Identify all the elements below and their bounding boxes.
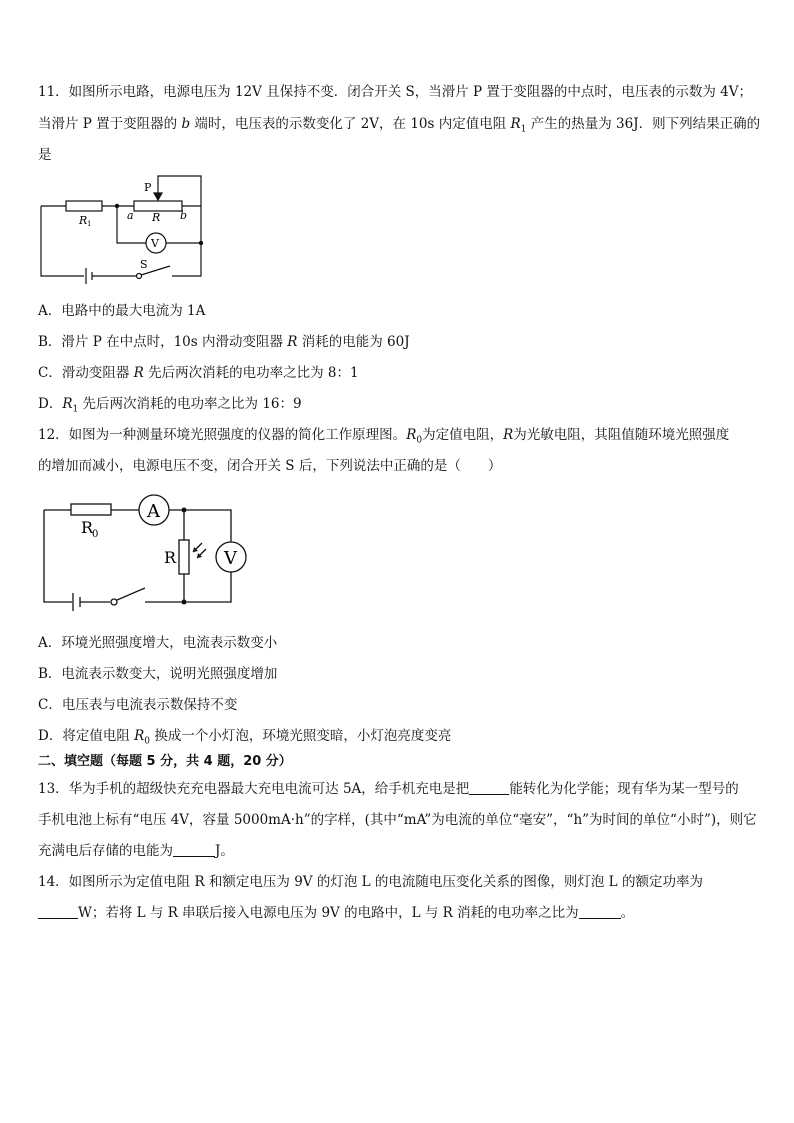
q14-line2: [38, 903, 634, 923]
q12-r-label: R: [164, 548, 177, 567]
q12-photoresistor: [179, 540, 189, 574]
q12-voltmeter-label: V: [224, 548, 237, 569]
q11-switch-pivot: [137, 274, 142, 279]
q12-wire-ldr-bottom: [145, 574, 184, 602]
q12-option-d-c: 0: [144, 736, 151, 747]
q11-rheostat: [134, 201, 182, 211]
q11-node-a: [115, 204, 119, 208]
q12-wire-ammeter-right: [169, 510, 231, 542]
q12-option-c: C．电压表与电流表示数保持不变: [38, 697, 238, 713]
q11-option-b-a: B．滑片 P 在中点时，10s 内滑动变阻器: [38, 334, 288, 350]
q14-blank-1[interactable]: [38, 904, 78, 919]
section-heading: 二、填空题（每题 5 分，共 4 题，20 分）: [38, 754, 292, 769]
q12-switch-blade: [117, 588, 145, 600]
q11-option-b-c: 消耗的电能为 60J: [297, 334, 410, 350]
q12-option-d: [38, 726, 451, 752]
q11-line3: 是: [38, 147, 52, 163]
q11-option-c-a: C．滑动变阻器: [38, 365, 134, 381]
q11-line2-c: 端时，电压表的示数变化了 2V，在 10s 内定值电阻: [190, 116, 511, 132]
q12-wire-volt-bottom: [184, 572, 231, 602]
q13-line3-a: 充满电后存储的电能为: [38, 843, 173, 859]
q14-line1: 14．如图所示为定值电阻 R 和额定电压为 9V 的灯泡 L 的电流随电压变化关系的图像，则灯泡 L 的额定功率为: [38, 874, 703, 890]
q12-line1-c: 0: [416, 435, 423, 446]
q11-r-label: R: [152, 211, 161, 224]
q12-line1-b: R: [406, 427, 417, 443]
q13-line3: [38, 841, 234, 861]
q11-s-label: S: [140, 258, 148, 271]
q11-b-label: b: [180, 209, 188, 222]
q13-line1-b: 能转化为化学能；现有华为某一型号的: [509, 781, 739, 797]
q11-line2-f: 产生的热量为 36J．则下列结果正确的: [526, 116, 761, 132]
q13-blank-1[interactable]: [469, 780, 509, 795]
q12-line1-f: 为光敏电阻，其阻值随环境光照强度: [513, 427, 730, 443]
q11-option-c: [38, 363, 359, 383]
q12-resistor-r0: [71, 504, 111, 515]
q13-line1-a: 13．华为手机的超级快充充电器最大充电电流可达 5A，给手机充电是把: [38, 781, 470, 797]
q12-option-d-d: 换成一个小灯泡，环境光照变暗，小灯泡亮度变亮: [150, 728, 452, 744]
q13-line1: [38, 779, 739, 799]
q11-a-label: a: [127, 209, 134, 222]
q12-r0-sub: 0: [92, 529, 99, 540]
q11-option-b-b: R: [287, 334, 298, 350]
q14-line2-b: 。: [620, 905, 635, 921]
q12-option-d-b: R: [134, 728, 145, 744]
q12-option-d-a: D．将定值电阻: [38, 728, 135, 744]
q12-option-b: B．电流表示数变大，说明光照强度增加: [38, 666, 278, 682]
q12-option-a: A．环境光照强度增大，电流表示数变小: [38, 635, 278, 651]
q11-r1-sub: 1: [87, 220, 92, 228]
q12-node-top: [182, 508, 187, 513]
q11-option-d-d: 先后两次消耗的电功率之比为 16：9: [78, 396, 302, 412]
q11-node-right: [199, 241, 203, 245]
q11-r1-label: R: [79, 214, 88, 227]
q11-line2-d: R: [510, 116, 521, 132]
q12-r0-label: R: [81, 518, 94, 537]
q11-option-d-b: R: [62, 396, 73, 412]
q11-option-c-c: 先后两次消耗的电功率之比为 8：1: [143, 365, 359, 381]
q14-blank-2[interactable]: [579, 904, 621, 919]
q11-option-d-a: D．: [38, 396, 63, 412]
q12-ammeter-label: A: [147, 501, 160, 522]
q11-option-c-b: R: [133, 365, 144, 381]
q11-line1: 11．如图所示电路，电源电压为 12V 且保持不变．闭合开关 S，当滑片 P 置于变阻器的中点时，电压表的示数为 4V；: [38, 84, 753, 100]
q12-node-bottom: [182, 600, 187, 605]
q11-option-d-c: 1: [72, 404, 79, 415]
q11-wire-left: [41, 206, 84, 276]
q14-line2-a: W；若将 L 与 R 串联后接入电源电压为 9V 的电路中，L 与 R 消耗的电功率之比为: [78, 905, 579, 921]
q11-option-d: [38, 394, 302, 420]
q12-wire-left: [44, 510, 72, 602]
q12-line1-a: 12．如图为一种测量环境光照强度的仪器的简化工作原理图。: [38, 427, 407, 443]
q11-v-label: V: [151, 237, 159, 250]
q12-line1-e: R: [503, 427, 514, 443]
q13-blank-2[interactable]: [173, 842, 215, 857]
q13-line3-b: J。: [215, 843, 234, 859]
q13-line2: 手机电池上标有“电压 4V，容量 5000mA·h”的字样，(其中“mA”为电流的单位“毫安”，“h”为时间的单位“小时”)，则它: [38, 812, 757, 828]
q11-line2-e: 1: [520, 124, 527, 135]
q12-switch-pivot: [111, 599, 117, 605]
q11-slider-arrow: [154, 193, 162, 200]
q11-resistor-r1: [66, 201, 102, 211]
q11-line2-b: b: [181, 116, 191, 132]
q11-p-label: P: [144, 181, 152, 194]
q12-line1-d: 为定值电阻，: [422, 427, 504, 443]
q12-line1: [38, 425, 729, 451]
q12-line2: 的增加而减小，电源电压不变，闭合开关 S 后，下列说法中正确的是（ ）: [38, 458, 502, 474]
q11-option-b: [38, 332, 410, 352]
q11-option-a: A．电路中的最大电流为 1A: [38, 303, 206, 319]
q11-line2-a: 当滑片 P 置于变阻器的: [38, 116, 182, 132]
